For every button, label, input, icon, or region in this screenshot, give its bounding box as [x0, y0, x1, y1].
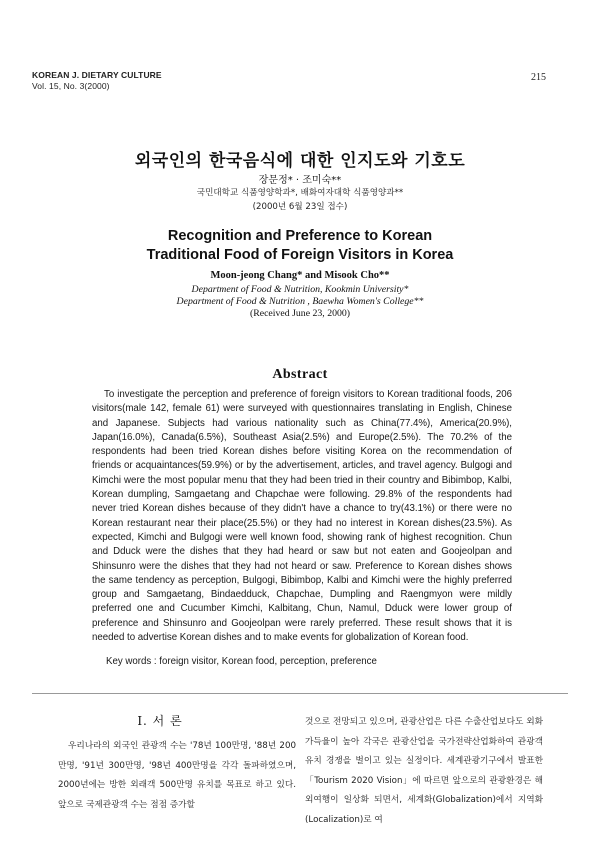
english-title — [0, 227, 600, 265]
keywords: Key words : foreign visitor, Korean food, perception, preference — [106, 656, 377, 667]
english-affiliations — [0, 284, 600, 308]
journal-name: KOREAN J. DIETARY CULTURE — [32, 70, 162, 80]
korean-received-date: (2000년 6월 23일 접수) — [252, 202, 348, 212]
english-title-line2: Traditional Food of Foreign Visitors in Korea — [146, 247, 454, 263]
english-authors: Moon-jeong Chang* and Misook Cho** — [210, 270, 390, 281]
english-affiliation-2: Department of Food & Nutrition , Baewha Women's College** — [176, 296, 424, 307]
english-title-line1: Recognition and Preference to Korean — [167, 228, 433, 244]
korean-affiliations: 국민대학교 식품영양학과*, 배화여자대학 식품영양과** — [196, 188, 404, 198]
page-number: 215 — [531, 72, 546, 83]
abstract-text: To investigate the perception and preference of foreign visitors to Korean traditional foods, 206 visitors(male 142, female 61) were surveyed with questionnaires translating in English, Chinese and Japanese. Subjects had various nationality such as China(77.4%), America(20.9%), Japan(16.0%), Canada(6.5%), Southeast Asia(2.5%) and Europe(2.5%). The 70.2% of the respondents had been tried Korean dishes before visiting Korea on the recommendation of friends or acquaintances(59.9%) or by the advertisement, articles, and travel agency. Bulgogi and Kimchi were the most popular menu that they had been tried in their country and Bibimbop, Kalbi, Korean dumpling, Samgaetang and Chapchae were following. 29.8% of the respondents had never tried Korean dishes because of they didn't have a chance to try(43.1%) or there were no Korean restaurant near their place(25.5%) or they had no interest in Korean dishes(23.5%). As expected, Kimchi and Bulgogi were well known food, showing rank of highest recognition. Chun and Dduck were the dishes that they had heard or saw but not eaten and Goojeolpan and Shinsunro were the dishes that they had not heard or saw. Preference to Korean dishes shows the same tendency as perception, Bulgogi, Bibimbop, Kalbi and Kimchi were the highly preferred group and Samgaetang, Bindaedduck, Chapchae, Dumpling and Raengmyon were mildly preferred one and Cucumber Kimchi, Kalbitang, Chun, Namul, Dduck were lower group of preference and Shinsunro and Goojeolpan were rarely preferred. These result shows that it is needed to advertise Korean dishes and to make events for globalization of Korean food. — [92, 389, 512, 644]
korean-title: 외국인의 한국음식에 대한 인지도와 기호도 — [134, 151, 466, 171]
journal-volume: Vol. 15, No. 3(2000) — [32, 80, 110, 91]
korean-authors: 장문정* · 조미숙** — [258, 175, 342, 186]
section-divider — [32, 693, 568, 694]
body-right-column: 것으로 전망되고 있으며, 관광산업은 다른 수출산업보다도 외화가득율이 높아 각국은 관광산업을 국가전략산업화하여 관광객 유치 경쟁을 벌이고 있는 실정이다. 세계관광기구에서 발표한「Tourism 2020 Vision」에 따르면 앞으로의 관광환경은 해외여행이 일상화 되면서, 세계화(Globalization)에서 지역화(Localization)로 여 — [305, 717, 543, 825]
section-title: I. 서 론 — [137, 714, 183, 728]
english-received-date: (Received June 23, 2000) — [249, 308, 351, 319]
body-left-column: 우리나라의 외국인 관광객 수는 '78년 100만명, '88년 200만명, '91년 300만명, '98년 400만명을 각각 돌파하였으며, 2000년에는 방한 외래객 500만명 유치를 목표로 하고 있다. 앞으로 국제관광객 수는 점점 증가할 — [58, 741, 296, 810]
english-affiliation-1: Department of Food & Nutrition, Kookmin University* — [191, 284, 409, 295]
abstract-heading: Abstract — [272, 367, 328, 382]
journal-info — [32, 70, 162, 91]
